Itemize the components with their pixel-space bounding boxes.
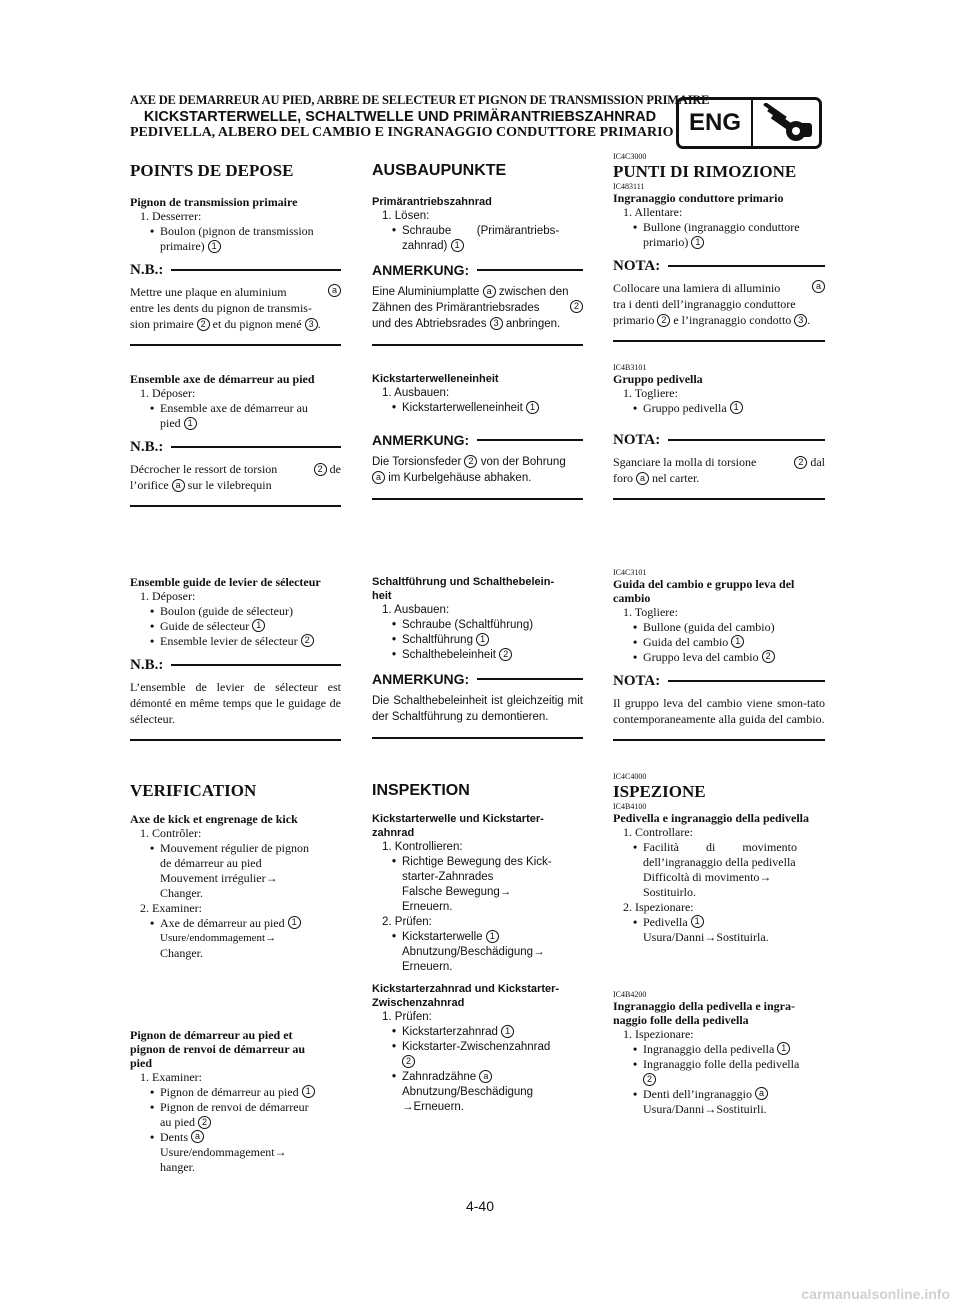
bullet-cont: Abnutzung/Beschädigung: [402, 1086, 534, 1098]
subsection-title: Ingranaggio conduttore primario: [613, 191, 784, 205]
engine-icon: [753, 100, 819, 146]
bullet-cont: Difficoltà di movimento→: [643, 870, 772, 884]
bullet-cont: starter-Zahnrades: [402, 871, 494, 883]
bullet-item: • Ensemble levier de sélecteur 2: [130, 634, 341, 649]
subsection-title: pied: [130, 1056, 153, 1070]
bullet-item: • Mouvement régulier de pignon: [150, 841, 309, 855]
note-end-rule: [372, 344, 583, 346]
bullet-item: • Richtige Bewegung des Kick-: [392, 856, 552, 868]
note-end-rule: [130, 739, 341, 741]
ref-code: IC4B4100: [613, 802, 647, 811]
subsection-title: pignon de renvoi de démarreur au: [130, 1042, 306, 1056]
step: 1. Ausbauen:: [382, 387, 450, 399]
bullet-item: • Ingranaggio della pedivella 1: [613, 1042, 825, 1057]
bullet-cont: Erneuern.: [402, 901, 453, 913]
bullet-cont: Changer.: [160, 946, 203, 960]
bullet-cont: →Erneuern.: [402, 1101, 465, 1113]
section-tab-label: ENG: [679, 100, 753, 146]
subsection-title: Primärantriebszahnrad: [372, 196, 492, 208]
bullet-item: • Pedivella 1: [613, 915, 825, 930]
note-text: Mettre une plaque en aluminium a entre les dents du pignon de transmis- sion primaire 2 et du pignon mené 3 .: [130, 284, 341, 332]
subsection-title: Ingranaggio della pedivella e ingra-: [613, 999, 796, 1013]
subsection-title: Pedivella e ingranaggio della pedivella: [613, 811, 809, 825]
bullet-item: • Axe de démarreur au pied 1: [130, 916, 341, 931]
bullet-item: • Boulon (guide de sélecteur): [150, 604, 293, 618]
bullet-cont: primario) 1: [613, 235, 825, 250]
note-end-rule: [613, 498, 825, 500]
bullet-item: • Schaltführung 1: [372, 633, 583, 648]
bullet-cont: Sostituirlo.: [643, 885, 697, 899]
ref-code: IC4C3000: [613, 152, 647, 161]
bullet-item: • Kickstarterzahnrad 1: [372, 1025, 583, 1040]
bullet-item: • Schraube (Schaltführung): [392, 619, 534, 631]
note-header: ANMERKUNG:: [372, 669, 583, 689]
note-end-rule: [372, 737, 583, 739]
step: 1. Déposer:: [140, 589, 196, 603]
ref-code: IC4C3101: [613, 568, 647, 577]
bullet-item: • Gruppo pedivella 1: [613, 401, 825, 416]
bullet-cont: 2: [613, 1072, 825, 1087]
bullet-cont: 2: [372, 1055, 583, 1070]
bullet-item: • Pignon de renvoi de démarreur: [150, 1100, 309, 1114]
subsection-title: Guida del cambio e gruppo leva del: [613, 577, 795, 591]
subsection-title: zahnrad: [372, 827, 415, 839]
section-title: INSPEKTION: [372, 782, 470, 799]
note-header: NOTA:: [613, 256, 825, 276]
note-text: Sganciare la molla di torsione 2 dal foro a nel carter.: [613, 455, 825, 485]
subsection-title: Gruppo pedivella: [613, 372, 703, 386]
note-text: Décrocher le ressort de torsion 2 de l’orifice a sur le vilebrequin: [130, 462, 341, 492]
bullet-cont: de démarreur au pied: [160, 856, 262, 870]
bullet-item: • Gruppo leva del cambio 2: [613, 650, 825, 665]
step: 1. Togliere:: [623, 386, 678, 400]
note-end-rule: [613, 739, 825, 741]
step: 1. Allentare:: [623, 205, 683, 219]
note-header: N.B.:: [130, 260, 341, 280]
subsection-title: Kickstarterzahnrad und Kickstarter-: [372, 983, 560, 995]
note-header: N.B.:: [130, 655, 341, 675]
note-text: L’ensemble de levier de sélecteur est démonté en même temps que le guidage de sélecteur.: [130, 680, 341, 726]
note-text: Die Schalthebeleinheit ist gleichzeitig mit der Schaltführung zu demontieren.: [372, 695, 583, 723]
section-title: PUNTI DI RIMOZIONE: [613, 162, 797, 181]
step: 1. Kontrollieren:: [382, 841, 463, 853]
section-title: VERIFICATION: [130, 781, 257, 800]
ref-code: IC483111: [613, 182, 645, 191]
step: 1. Ausbauen:: [382, 604, 450, 616]
bullet-cont: dell’ingranaggio della pedivella: [643, 855, 796, 869]
bullet-item: • Ingranaggio folle della pedivella: [633, 1057, 800, 1071]
bullet-item: • Schraube (Primärantriebs-: [392, 225, 560, 237]
ref-code: IC4B3101: [613, 363, 647, 372]
bullet-item: • Kickstarter-Zwischenzahnrad: [392, 1041, 551, 1053]
subsection-title: Axe de kick et engrenage de kick: [130, 812, 298, 826]
note-text: Eine Aluminiumplatte a zwischen den Zähnen des Primärantriebsrades 2 und des Abtriebsrades 3 anbringen.: [372, 284, 583, 332]
bullet-cont: zahnrad) 1: [372, 239, 583, 254]
bullet-item: • Facilità di movimento: [633, 840, 797, 854]
bullet-item: • Bullone (ingranaggio conduttore: [633, 220, 800, 234]
section-title: ISPEZIONE: [613, 782, 706, 801]
subsection-title: heit: [372, 590, 392, 602]
bullet-item: • Boulon (pignon de transmission: [150, 224, 314, 238]
bullet-cont: primaire) 1: [130, 239, 341, 254]
step: 1. Ispezionare:: [623, 1027, 694, 1041]
header-title-it: PEDIVELLA, ALBERO DEL CAMBIO E INGRANAGGIO CONDUTTORE PRIMARIO: [130, 125, 674, 140]
subsection-title: Kickstarterwelleneinheit: [372, 373, 499, 385]
step: 2. Examiner:: [140, 901, 202, 915]
step: 1. Togliere:: [623, 605, 678, 619]
step: 1. Prüfen:: [382, 1011, 432, 1023]
note-header: NOTA:: [613, 430, 825, 450]
ref-code: IC4C4000: [613, 772, 647, 781]
subsection-title: Pignon de transmission primaire: [130, 195, 298, 209]
bullet-cont: Usura/Danni→Sostituirla.: [643, 930, 769, 944]
header-title-fr: AXE DE DEMARREUR AU PIED, ARBRE DE SELECTEUR ET PIGNON DE TRANSMISSION PRIMAIRE: [130, 93, 710, 107]
bullet-cont: Abnutzung/Beschädigung→: [402, 946, 545, 958]
note-header: N.B.:: [130, 437, 341, 457]
bullet-cont: Usure/endommagement→: [160, 1145, 287, 1159]
note-text: Die Torsionsfeder 2 von der Bohrung a im Kurbelgehäuse abhaken.: [372, 456, 566, 484]
note-text: Collocare una lamiera di alluminio a tra i denti dell’ingranaggio conduttore primario 2 e l’ingranaggio condotto 3 .: [613, 280, 825, 328]
step: 1. Lösen:: [382, 210, 430, 222]
subsection-title: Schaltführung und Schalthebelein-: [372, 576, 555, 588]
section-title: AUSBAUPUNKTE: [372, 162, 507, 179]
watermark: carmanualsonline.info: [801, 1286, 950, 1302]
header-title-de: KICKSTARTERWELLE, SCHALTWELLE UND PRIMÄRANTRIEBSZAHNRAD: [143, 109, 657, 125]
bullet-item: • Schalthebeleinheit 2: [372, 648, 583, 663]
subsection-title: Zwischenzahnrad: [372, 997, 465, 1009]
subsection-title: naggio folle della pedivella: [613, 1013, 749, 1027]
bullet-cont: Changer.: [160, 886, 203, 900]
bullet-cont: Falsche Bewegung→: [402, 886, 512, 898]
note-end-rule: [130, 344, 341, 346]
step: 2. Ispezionare:: [623, 900, 694, 914]
step: 1. Controllare:: [623, 825, 693, 839]
subsection-title: cambio: [613, 591, 651, 605]
subsection-title: Ensemble guide de levier de sélecteur: [130, 575, 321, 589]
step: 1. Desserrer:: [140, 209, 202, 223]
subsection-title: Ensemble axe de démarreur au pied: [130, 372, 315, 386]
subsection-title: Pignon de démarreur au pied et: [130, 1028, 293, 1042]
bullet-item: • Guide de sélecteur 1: [130, 619, 341, 634]
bullet-cont: Erneuern.: [402, 961, 453, 973]
bullet-cont: au pied 2: [130, 1115, 341, 1130]
subsection-title: Kickstarterwelle und Kickstarter-: [372, 813, 544, 825]
bullet-cont: Usure/endommagement→: [160, 932, 277, 944]
bullet-cont: hanger.: [160, 1160, 195, 1174]
bullet-cont: Usura/Danni→Sostituirli.: [643, 1102, 767, 1116]
bullet-item: • Denti dell’ingranaggio a: [613, 1087, 825, 1102]
page-number: 4-40: [465, 1198, 495, 1214]
step: 1. Déposer:: [140, 386, 196, 400]
bullet-item: • Kickstarterwelleneinheit 1: [372, 401, 583, 416]
note-end-rule: [130, 505, 341, 507]
bullet-item: • Dents a: [130, 1130, 341, 1145]
bullet-item: • Guida del cambio 1: [613, 635, 825, 650]
note-end-rule: [613, 340, 825, 342]
section-title: POINTS DE DEPOSE: [130, 161, 294, 180]
note-header: NOTA:: [613, 671, 825, 691]
step: 1. Contrôler:: [140, 826, 202, 840]
note-end-rule: [372, 498, 583, 500]
bullet-item: • Kickstarterwelle 1: [372, 930, 583, 945]
bullet-cont: pied 1: [130, 416, 341, 431]
step: 2. Prüfen:: [382, 916, 432, 928]
note-text: Il gruppo leva del cambio viene smon-tato contemporaneamente alla guida del cambio.: [613, 696, 825, 726]
ref-code: IC4B4200: [613, 990, 647, 999]
note-header: ANMERKUNG:: [372, 430, 583, 450]
bullet-cont: Mouvement irrégulier→: [160, 871, 278, 885]
bullet-item: • Pignon de démarreur au pied 1: [130, 1085, 341, 1100]
bullet-item: • Bullone (guida del cambio): [633, 620, 775, 634]
section-tab: [676, 97, 822, 149]
bullet-item: • Ensemble axe de démarreur au: [150, 401, 308, 415]
note-header: ANMERKUNG:: [372, 260, 583, 280]
bullet-item: • Zahnradzähne a: [372, 1070, 583, 1085]
step: 1. Examiner:: [140, 1070, 202, 1084]
